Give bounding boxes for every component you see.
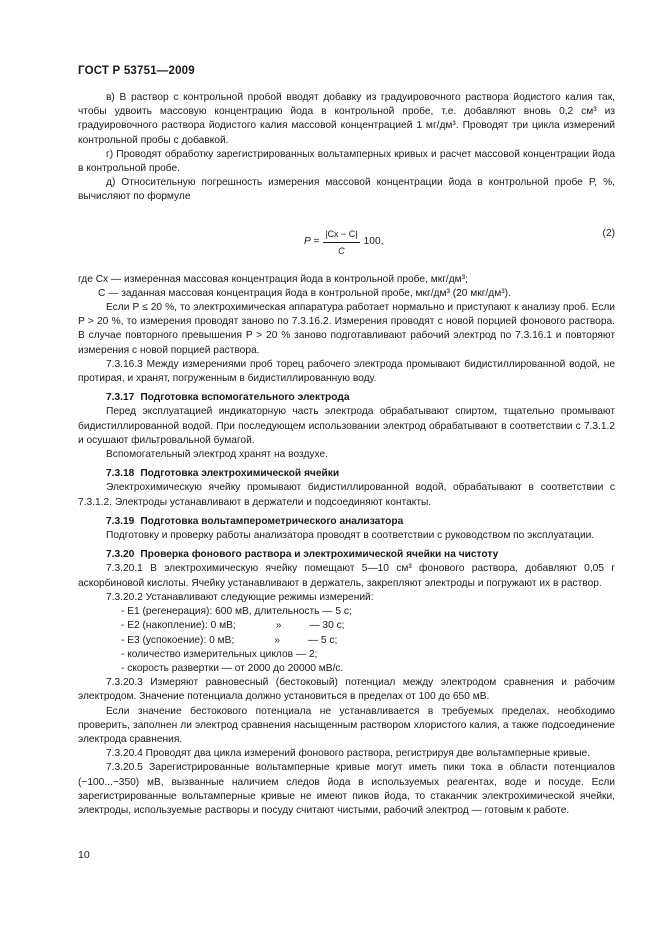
paragraph-d: д) Относительную погрешность измерения массовой концентрации йода в контрольной пробе P, %, вычисляют по формуле xyxy=(78,177,615,203)
paragraph-7-3-19: Подготовку и проверку работы анализатора проводят в соответствии с руководством по эксплуатации. xyxy=(106,530,595,542)
mode-e2 xyxy=(93,619,615,633)
mode-e3 xyxy=(93,634,615,648)
equation-number: (2) xyxy=(602,227,615,239)
where-cx: где Cx — измеренная массовая концентрация йода в контрольной пробе, мкг/дм³; xyxy=(78,273,468,285)
paragraph-v: в) В раствор с контрольной пробой вводят добавку из градуировочного раствора йодистого калия так, чтобы удвоить массовую концентрацию йода в контрольной пробе, т.е. добавляют вновь 0,2 см³ из градуировочного раствора йодистого калия массовой концентрацией 1 мг/дм³. Проводят три цикла измерений контрольной пробы с добавкой. xyxy=(78,92,615,146)
paragraph-7-3-20-2: 7.3.20.2 Устанавливают следующие режимы измерений: xyxy=(106,591,374,603)
formula-tail: 100, xyxy=(363,236,384,248)
mode-cycles: - количество измерительных циклов — 2; xyxy=(121,648,318,660)
ditto-mark: » xyxy=(275,620,282,632)
standard-header: ГОСТ Р 53751—2009 xyxy=(78,65,195,77)
section-title: Подготовка электрохимической ячейки xyxy=(140,468,340,480)
section-heading-7-3-20 xyxy=(78,548,615,562)
section-number: 7.3.18 xyxy=(106,468,135,480)
formula-2 xyxy=(78,223,615,263)
paragraph-7-3-20-4: 7.3.20.4 Проводят два цикла измерений фонового раствора, регистрируя две вольтамперные кривые. xyxy=(106,748,591,760)
paragraph-7-3-17-b: Вспомогательный электрод хранят на воздухе. xyxy=(106,449,328,461)
section-title: Проверка фонового раствора и электрохимической ячейки на чистоту xyxy=(140,549,499,561)
ditto-mark: » xyxy=(274,634,280,646)
formula-expression xyxy=(304,227,383,258)
paragraph-7-3-16-3: 7.3.16.3 Между измерениями проб торец рабочего электрода промывают бидистиллированной водой, не протирая, и хранят, погруженным в бидистиллированную воду. xyxy=(78,358,615,385)
page-number: 10 xyxy=(78,849,90,861)
formula-lhs: P = xyxy=(304,236,320,248)
paragraph-7-3-20-3b: Если значение бестокового потенциала не устанавливается в требуемых пределах, необходимо проверить, заполнен ли электрод сравнения насыщенным раствором хлористого калия, а также подсоединение электрода сравнения. xyxy=(78,705,615,745)
formula-denominator: C xyxy=(338,245,345,256)
formula-numerator: |Cx − C| xyxy=(323,227,359,243)
where-c: C — заданная массовая концентрация йода в контрольной пробе, мкг/дм³ (20 мкг/дм³). xyxy=(98,287,511,299)
section-heading-7-3-18 xyxy=(78,467,615,481)
paragraph-g: г) Проводят обработку зарегистрированных вольтамперных кривых и расчет массовой концентрации йода в контрольной пробе. xyxy=(78,148,615,175)
section-number: 7.3.17 xyxy=(106,392,135,404)
formula-fraction xyxy=(323,227,359,258)
mode-e3-duration: — 5 с; xyxy=(307,634,338,646)
section-heading-7-3-17 xyxy=(78,391,615,405)
document-body xyxy=(78,91,615,818)
paragraph-7-3-20-1: 7.3.20.1 В электрохимическую ячейку помещают 5—10 см³ фонового раствора, добавляют 0,05 г аскорбиновой кислоты. Ячейку устанавливают в держатель, закрепляют электроды и погружают их в раствор. xyxy=(78,563,615,589)
mode-scan-rate: - скорость развертки — от 2000 до 20000 мВ/с. xyxy=(121,662,344,674)
section-title: Подготовка вспомогательного электрода xyxy=(140,392,350,404)
section-title: Подготовка вольтамперометрического анализатора xyxy=(140,515,404,527)
section-heading-7-3-19 xyxy=(78,515,615,529)
mode-e2-duration: — 30 с; xyxy=(309,620,345,632)
paragraph-7-3-18: Электрохимическую ячейку промывают бидистиллированной водой, обрабатывают в соответствии с 7.3.1.2. Электроды устанавливают в держатели и подсоединяют контакты. xyxy=(78,482,615,508)
section-number: 7.3.20 xyxy=(106,549,135,561)
paragraph-7-3-17-a: Перед эксплуатацией индикаторную часть электрода обрабатывают спиртом, тщательно промывают бидистиллированной водой. При последующем использовании электрод обрабатывают в соответствии с 7.3.1.2 и осушают фильтровальной бумагой. xyxy=(78,406,615,446)
paragraph-7-3-20-5: 7.3.20.5 Зарегистрированные вольтамперные кривые могут иметь пики тока в области потенциалов (−100...−350) мВ, вызванные наличием следов йода в используемых реагентах, воде и посуде. Если зарегистрированные вольтамперные кривые не имеют пиков йода, то стаканчик электрохимической ячейки, электроды, используемые растворы и посуду считают чистыми, рабочий электрод — готовым к работе. xyxy=(78,762,615,816)
mode-e3-label: - E3 (успокоение): 0 мВ; xyxy=(121,634,235,646)
measurement-modes-list xyxy=(78,605,615,676)
paragraph-7-3-20-3: 7.3.20.3 Измеряют равновесный (бестоковый) потенциал между электродом сравнения и рабочим электродом. Значение потенциала должно установиться в пределах от 100 до 650 мВ. xyxy=(78,677,615,703)
mode-e1: - E1 (регенерация): 600 мВ, длительность — 5 с; xyxy=(121,606,352,618)
paragraph-result-check: Если P ≤ 20 %, то электрохимическая аппаратура работает нормально и приступают к анализу проб. Если P > 20 %, то измерения проводят заново по 7.3.16.2. Измерения проводят с новой порцией фонового раствора. В случае повторного превышения P > 20 % заново подготавливают рабочий электрод по 7.3.16.1 и повторяют измерения с новой порцией раствора. xyxy=(78,302,615,356)
section-number: 7.3.19 xyxy=(106,515,135,527)
mode-e2-label: - E2 (накопление): 0 мВ; xyxy=(121,620,236,632)
